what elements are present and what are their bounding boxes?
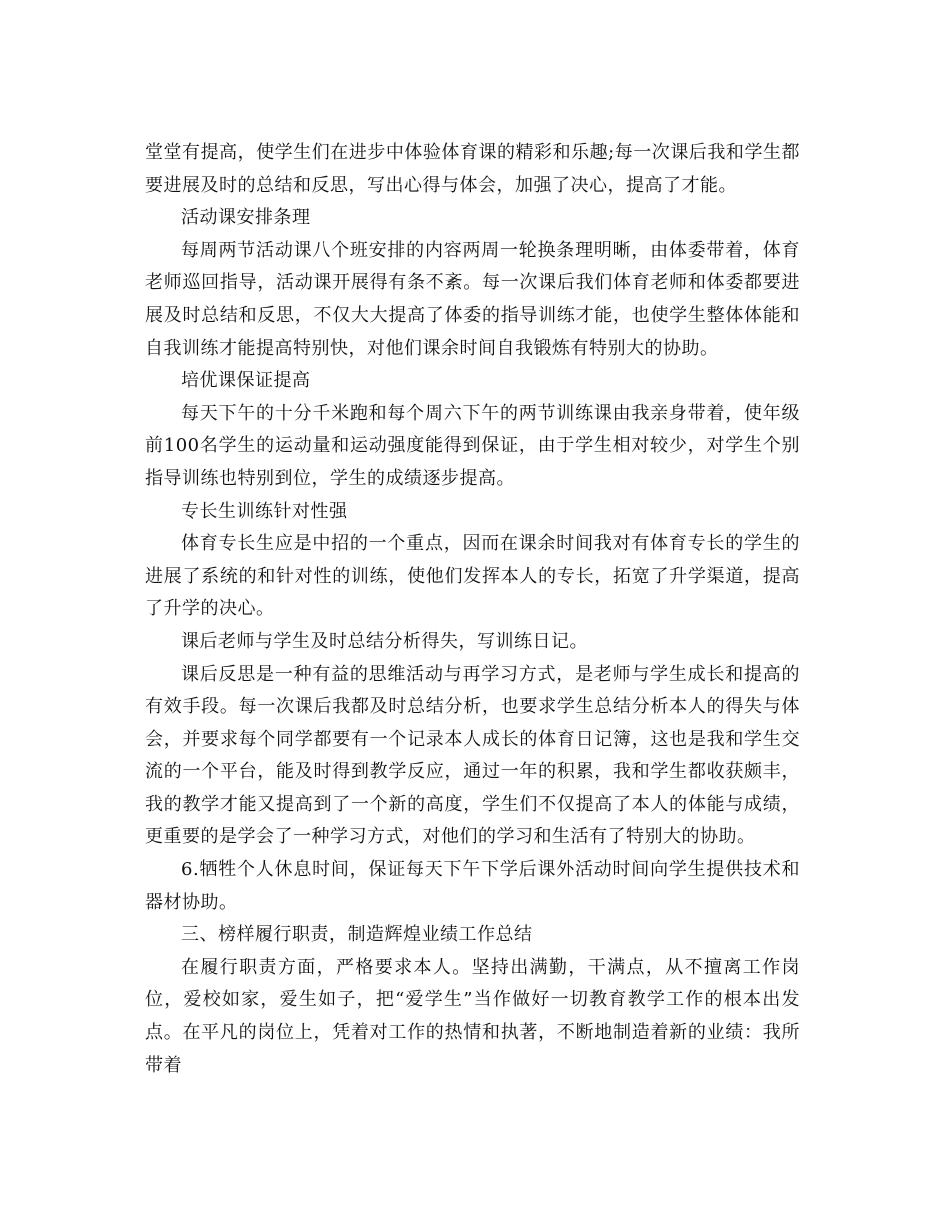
section-heading: 培优课保证提高 bbox=[181, 370, 311, 392]
paragraph: 每周两节活动课八个班安排的内容两周一轮换条理明晰，由体委带着，体育老师巡回指导，活动课开展得有条不紊。每一次课后我们体育老师和体委都要进展及时总结和反思，不仅大大提高了体委的指导训练才能，也使学生整体体能和自我训练才能提高特别快，对他们课余时间自我锻炼有特别大的协助。 bbox=[145, 239, 800, 359]
paragraph: 6.牺牲个人休息时间，保证每天下午下学后课外活动时间向学生提供技术和器材协助。 bbox=[145, 859, 800, 913]
paragraph: 课后反思是一种有益的思维活动与再学习方式，是老师与学生成长和提高的有效手段。每一次课后我都及时总结分析，也要求学生总结分析本人的得失与体会，并要求每个同学都要有一个记录本人成长的体育日记簿，这也是我和学生交流的一个平台，能及时得到教学反应，通过一年的积累，我和学生都收获颇丰，我的教学才能又提高到了一个新的高度，学生们不仅提高了本人的体能与成绩，更重要的是学会了一种学习方式，对他们的学习和生活有了特别大的协助。 bbox=[145, 663, 800, 848]
section-heading: 专长生训练针对性强 bbox=[181, 500, 348, 522]
paragraph: 堂堂有提高，使学生们在进步中体验体育课的精彩和乐趣;每一次课后我和学生都要进展及时的总结和反思，写出心得与体会，加强了决心，提高了才能。 bbox=[145, 142, 800, 196]
paragraph: 在履行职责方面，严格要求本人。坚持出满勤，干满点，从不擅离工作岗位，爱校如家，爱生如子，把“爱学生”当作做好一切教育教学工作的根本出发点。在平凡的岗位上，凭着对工作的热情和执著，不断地制造着新的业绩：我所带着 bbox=[145, 956, 800, 1076]
section-heading: 三、榜样履行职责，制造辉煌业绩工作总结 bbox=[181, 924, 533, 946]
paragraph: 课后老师与学生及时总结分析得失，写训练日记。 bbox=[181, 630, 588, 652]
paragraph: 每天下午的十分千米跑和每个周六下午的两节训练课由我亲身带着，使年级前100名学生的运动量和运动强度能得到保证，由于学生相对较少，对学生个别指导训练也特别到位，学生的成绩逐步提高。 bbox=[145, 402, 800, 489]
section-heading: 活动课安排条理 bbox=[181, 207, 311, 229]
document-body bbox=[145, 137, 800, 1082]
paragraph: 体育专长生应是中招的一个重点，因而在课余时间我对有体育专长的学生的进展了系统的和针对性的训练，使他们发挥本人的专长，拓宽了升学渠道，提高了升学的决心。 bbox=[145, 533, 800, 620]
